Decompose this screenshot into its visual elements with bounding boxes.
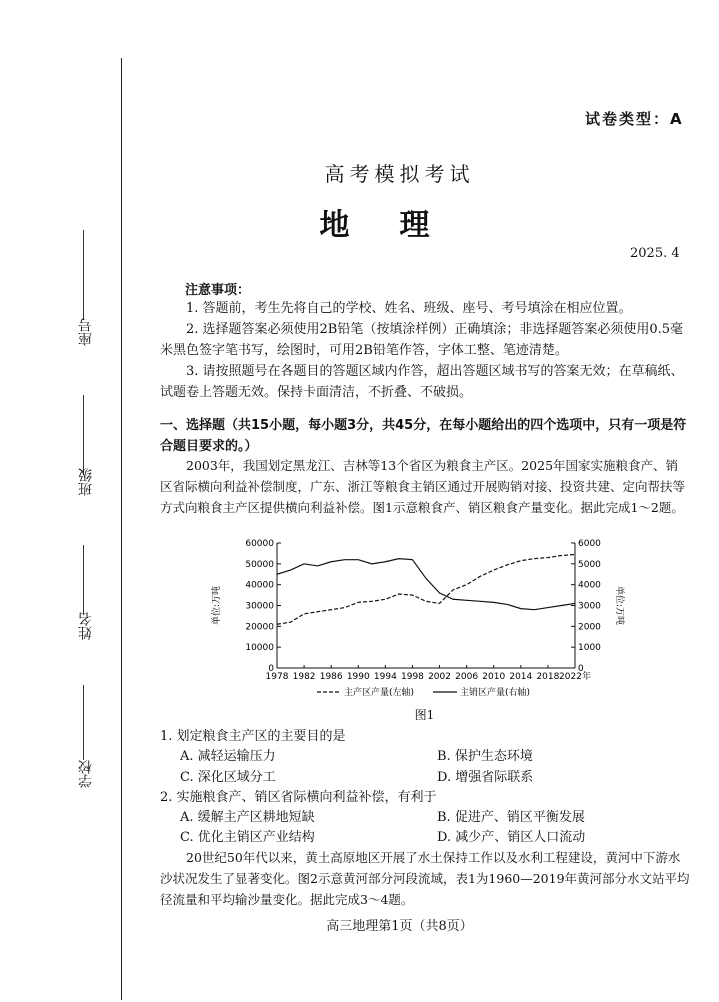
x-tick-label: 2010 [482,672,506,682]
left-tick-label: 30000 [245,601,274,612]
class-line [83,395,84,475]
subject-title: 地理 [319,208,480,243]
x-tick-label: 2018 [536,672,560,682]
q1-option-c: C. 深化区域分工 [180,770,276,785]
right-tick-label: 1000 [578,643,601,654]
school-label: 学校 [78,760,94,788]
grain-production-chart [205,535,625,703]
q1-option-a: A. 减轻运输压力 [180,749,276,764]
seat-label: 座号 [78,318,94,346]
q1-option-d: D. 增强省际联系 [437,770,534,785]
left-tick-label: 40000 [245,580,274,591]
right-tick-label: 2000 [578,622,601,633]
class-label: 班级 [78,468,94,496]
right-tick-label: 5000 [578,559,601,570]
right-tick-label: 6000 [578,539,601,549]
main-sales-line [277,559,575,610]
exam-title: 高考模拟考试 [324,162,475,186]
legend-main-sales: 主销区产量(右轴) [460,688,531,698]
x-tick-label: 1994 [373,672,397,682]
q1-option-b: B. 保护生态环境 [437,749,533,764]
name-line [83,545,84,615]
notice-item-3: 3. 请按照题号在各题目的答题区域内作答，超出答题区域书写的答案无效；在草稿纸、试题卷上答题无效。保持卡面清洁，不折叠、不破损。 [160,364,684,400]
right-tick-label: 4000 [578,580,601,591]
legend-main-production: 主产区产量(左轴) [344,688,415,698]
paper-type: 试卷类型：A [585,110,684,128]
x-tick-label: 1978 [265,672,289,682]
x-tick-label: 1982 [292,672,316,682]
section-heading: 一、选择题（共15小题，每小题3分，共45分，在每小题给出的四个选项中，只有一项是符合题目要求的。） [160,418,687,454]
name-label: 姓名 [78,612,94,640]
page-footer: 高三地理第1页（共8页） [326,919,473,934]
right-tick-label: 3000 [578,601,601,612]
q2-option-d: D. 减少产、销区人口流动 [437,830,586,845]
notice-item-1: 1. 答题前，考生先将自己的学校、姓名、班级、座号、考号填涂在相应位置。 [186,301,632,316]
q2-option-b: B. 促进产、销区平衡发展 [437,810,585,825]
left-tick-label: 10000 [245,643,274,654]
left-tick-label: 50000 [245,559,274,570]
left-tick-label: 20000 [245,622,274,633]
left-tick-label: 60000 [245,539,274,549]
x-tick-label: 2002 [428,672,451,682]
left-axis-label: 单位:万吨 [212,585,222,626]
right-axis-label: 单位:万吨 [614,585,624,626]
notice-heading: 注意事项： [185,283,251,298]
x-tick-label: 1990 [346,672,370,682]
right-tick-label: 0 [578,664,584,674]
x-tick-label: 2006 [455,672,479,682]
exam-date: 2025. 4 [630,246,680,261]
notice-list [160,298,690,403]
figure-caption: 图1 [414,708,435,722]
q2-option-a: A. 缓解主产区耕地短缺 [180,810,315,825]
notice-item-2: 2. 选择题答案必须使用2B铅笔（按填涂样例）正确填涂；非选择题答案必须使用0.5毫米黑色签字笔书写，绘图时，可用2B铅笔作答，字体工整、笔迹清楚。 [160,322,684,358]
intro-paragraph-2: 20世纪50年代以来，黄土高原地区开展了水土保持工作以及水利工程建设，黄河中下游水沙状况发生了显著变化。图2示意黄河部分河段流域，表1为1960—2019年黄河部分水文站平均径流量和平均输沙量变化。据此完成3～4题。 [160,850,690,907]
question-1-stem: 1. 划定粮食主产区的主要目的是 [160,729,346,744]
q2-option-c: C. 优化主销区产业结构 [180,830,315,845]
question-2-stem: 2. 实施粮食产、销区省际横向利益补偿，有利于 [160,790,437,805]
x-tick-label: 1998 [401,672,424,682]
x-tick-label: 2022年 [559,672,591,682]
intro-paragraph-1: 2003年，我国划定黑龙江、吉林等13个省区为粮食主产区。2025年国家实施粮食产、销区省际横向利益补偿制度，广东、浙江等粮食主销区通过开展购销对接、投资共建、定向帮扶等方式向粮食主产区提供横向利益补偿。图1示意粮食产、销区粮食产量变化。据此完成1～2题。 [160,458,686,515]
x-tick-label: 2014 [509,672,533,682]
left-tick-label: 0 [268,664,274,674]
x-tick-label: 1986 [319,672,343,682]
